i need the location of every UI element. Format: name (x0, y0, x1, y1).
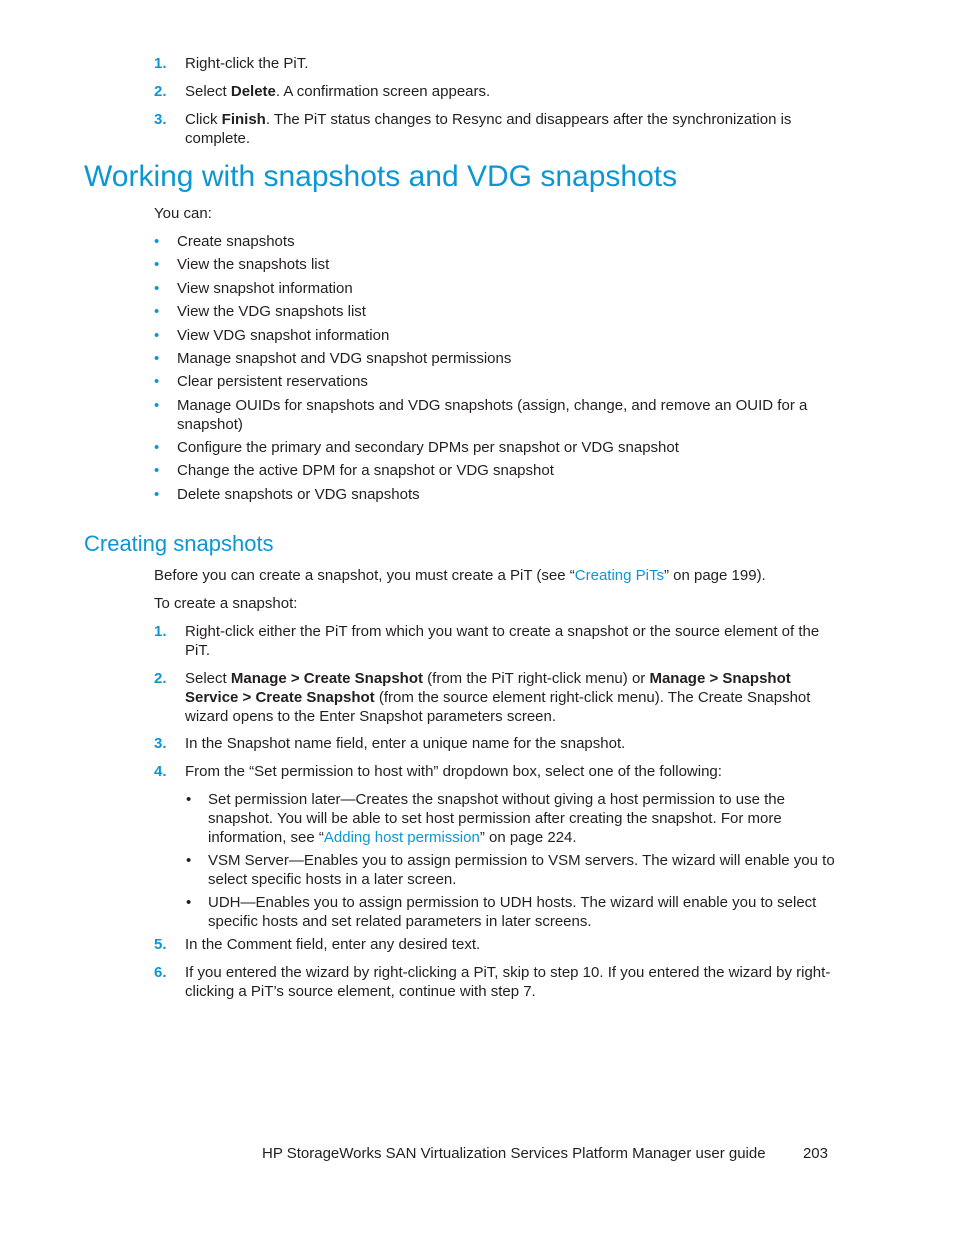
bullet-marker: • (154, 327, 160, 344)
adding-host-permission-link[interactable]: Adding host permission (323, 829, 480, 846)
section-heading: Working with snapshots and VDG snapshots (84, 160, 678, 193)
step-number: 3. (154, 735, 167, 752)
procedure-intro: To create a snapshot: (154, 595, 298, 612)
procedure-step-2 (154, 669, 844, 726)
top-step-3 (154, 110, 844, 148)
bullet-text: Manage OUIDs for snapshots and VDG snapshots (assign, change, and remove an OUID for a snapshot) (177, 397, 808, 433)
bullet-marker: • (154, 350, 160, 367)
step-text: . A confirmation screen appears. (275, 83, 491, 100)
bullet-marker: • (154, 373, 160, 390)
bullet-text: Clear persistent reservations (177, 373, 368, 390)
procedure-step-6 (154, 963, 834, 1001)
step-number: 1. (154, 55, 167, 72)
bullet-item (154, 461, 834, 480)
paragraph-text: ” on page 199). (663, 567, 766, 584)
sub-bullet-item (186, 851, 836, 889)
creating-pits-link[interactable]: Creating PiTs (574, 567, 664, 584)
step-text: Right-click either the PiT from which you want to create a snapshot or the source element of the PiT. (185, 623, 820, 659)
bullet-item (154, 396, 834, 434)
step-text: Select (185, 670, 231, 687)
step-text: In the Snapshot name field, enter a unique name for the snapshot. (185, 735, 626, 752)
bullet-marker: • (154, 486, 160, 503)
step-number: 4. (154, 763, 167, 780)
bullet-marker: • (154, 397, 160, 414)
step-number: 6. (154, 964, 167, 981)
bullet-text: View the VDG snapshots list (177, 303, 366, 320)
step-text: Select (185, 83, 231, 100)
bullet-item (154, 302, 834, 321)
bullet-marker: • (154, 303, 160, 320)
bullet-text: Delete snapshots or VDG snapshots (177, 486, 420, 503)
sub-bullet-text: Set permission later—Creates the snapshot without giving a host permission to use the snapshot. You will be able to set host permission after creating the snapshot. For more information, see “ (208, 791, 785, 846)
subsection-heading: Creating snapshots (84, 531, 274, 556)
menu-path-create-snapshot: Manage > Create Snapshot (230, 670, 423, 687)
bullet-marker: • (154, 280, 160, 297)
sub-bullet-item (186, 790, 836, 847)
bullet-marker: • (186, 791, 192, 808)
top-step-2 (154, 82, 834, 101)
bullet-item (154, 326, 834, 345)
step-text: In the Comment field, enter any desired text. (185, 936, 481, 953)
paragraph-text: Before you can create a snapshot, you must create a PiT (see “ (154, 567, 575, 584)
bullet-item (154, 232, 834, 251)
sub-bullet-text: VSM Server—Enables you to assign permission to VSM servers. The wizard will enable you to select specific hosts in a later screen. (208, 852, 835, 888)
bullet-marker: • (186, 852, 192, 869)
step-number: 2. (154, 670, 167, 687)
procedure-step-3 (154, 734, 834, 753)
bullet-text: Configure the primary and secondary DPMs per snapshot or VDG snapshot (177, 439, 679, 456)
step-text: Click (185, 111, 222, 128)
section-intro: You can: (154, 205, 212, 222)
footer-title: HP StorageWorks SAN Virtualization Services Platform Manager user guide (262, 1145, 766, 1162)
bullet-marker: • (154, 439, 160, 456)
bullet-text: Create snapshots (177, 233, 295, 250)
sub-bullet-text: UDH—Enables you to assign permission to UDH hosts. The wizard will enable you to select specific hosts and set related parameters in later screens. (208, 894, 817, 930)
step-number: 5. (154, 936, 167, 953)
page-footer (262, 1144, 828, 1163)
step-text: If you entered the wizard by right-clicking a PiT, skip to step 10. If you entered the wizard by right-clicking a PiT’s source element, continue with step 7. (185, 964, 831, 1000)
step-text: (from the PiT right-click menu) or (423, 670, 650, 687)
bullet-marker: • (154, 233, 160, 250)
bullet-text: View VDG snapshot information (177, 327, 390, 344)
sub-bullet-item (186, 893, 836, 931)
bullet-item (154, 255, 834, 274)
bullet-item (154, 349, 834, 368)
procedure-step-5 (154, 935, 834, 954)
bullet-text: Change the active DPM for a snapshot or VDG snapshot (177, 462, 554, 479)
step-number: 1. (154, 623, 167, 640)
step-text: (from the source element right-click menu). The Create Snapshot wizard opens to the Enter Snapshot parameters screen. (185, 689, 811, 725)
bullet-item (154, 279, 834, 298)
bullet-text: View the snapshots list (177, 256, 330, 273)
procedure-step-1 (154, 622, 834, 660)
bullet-item (154, 372, 834, 391)
page-number: 203 (802, 1145, 828, 1162)
bullet-marker: • (154, 462, 160, 479)
step-number: 2. (154, 83, 167, 100)
bullet-text: View snapshot information (177, 280, 353, 297)
step-text: Right-click the PiT. (185, 55, 309, 72)
menu-path-snapshot-service: Manage > Snapshot Service > Create Snapshot (185, 670, 791, 706)
step-number: 3. (154, 111, 167, 128)
bullet-item (154, 485, 834, 504)
step-text: From the “Set permission to host with” dropdown box, select one of the following: (185, 763, 722, 780)
intro-paragraph (154, 566, 834, 585)
step-text: . The PiT status changes to Resync and disappears after the synchronization is complete. (185, 111, 792, 147)
step-bold-text: Finish (221, 111, 266, 128)
bullet-text: Manage snapshot and VDG snapshot permissions (177, 350, 512, 367)
bullet-marker: • (154, 256, 160, 273)
bullet-item (154, 438, 834, 457)
bullet-marker: • (186, 894, 192, 911)
procedure-step-4 (154, 762, 834, 781)
sub-bullet-text: ” on page 224. (479, 829, 577, 846)
step-bold-text: Delete (230, 83, 276, 100)
top-step-1 (154, 54, 834, 73)
